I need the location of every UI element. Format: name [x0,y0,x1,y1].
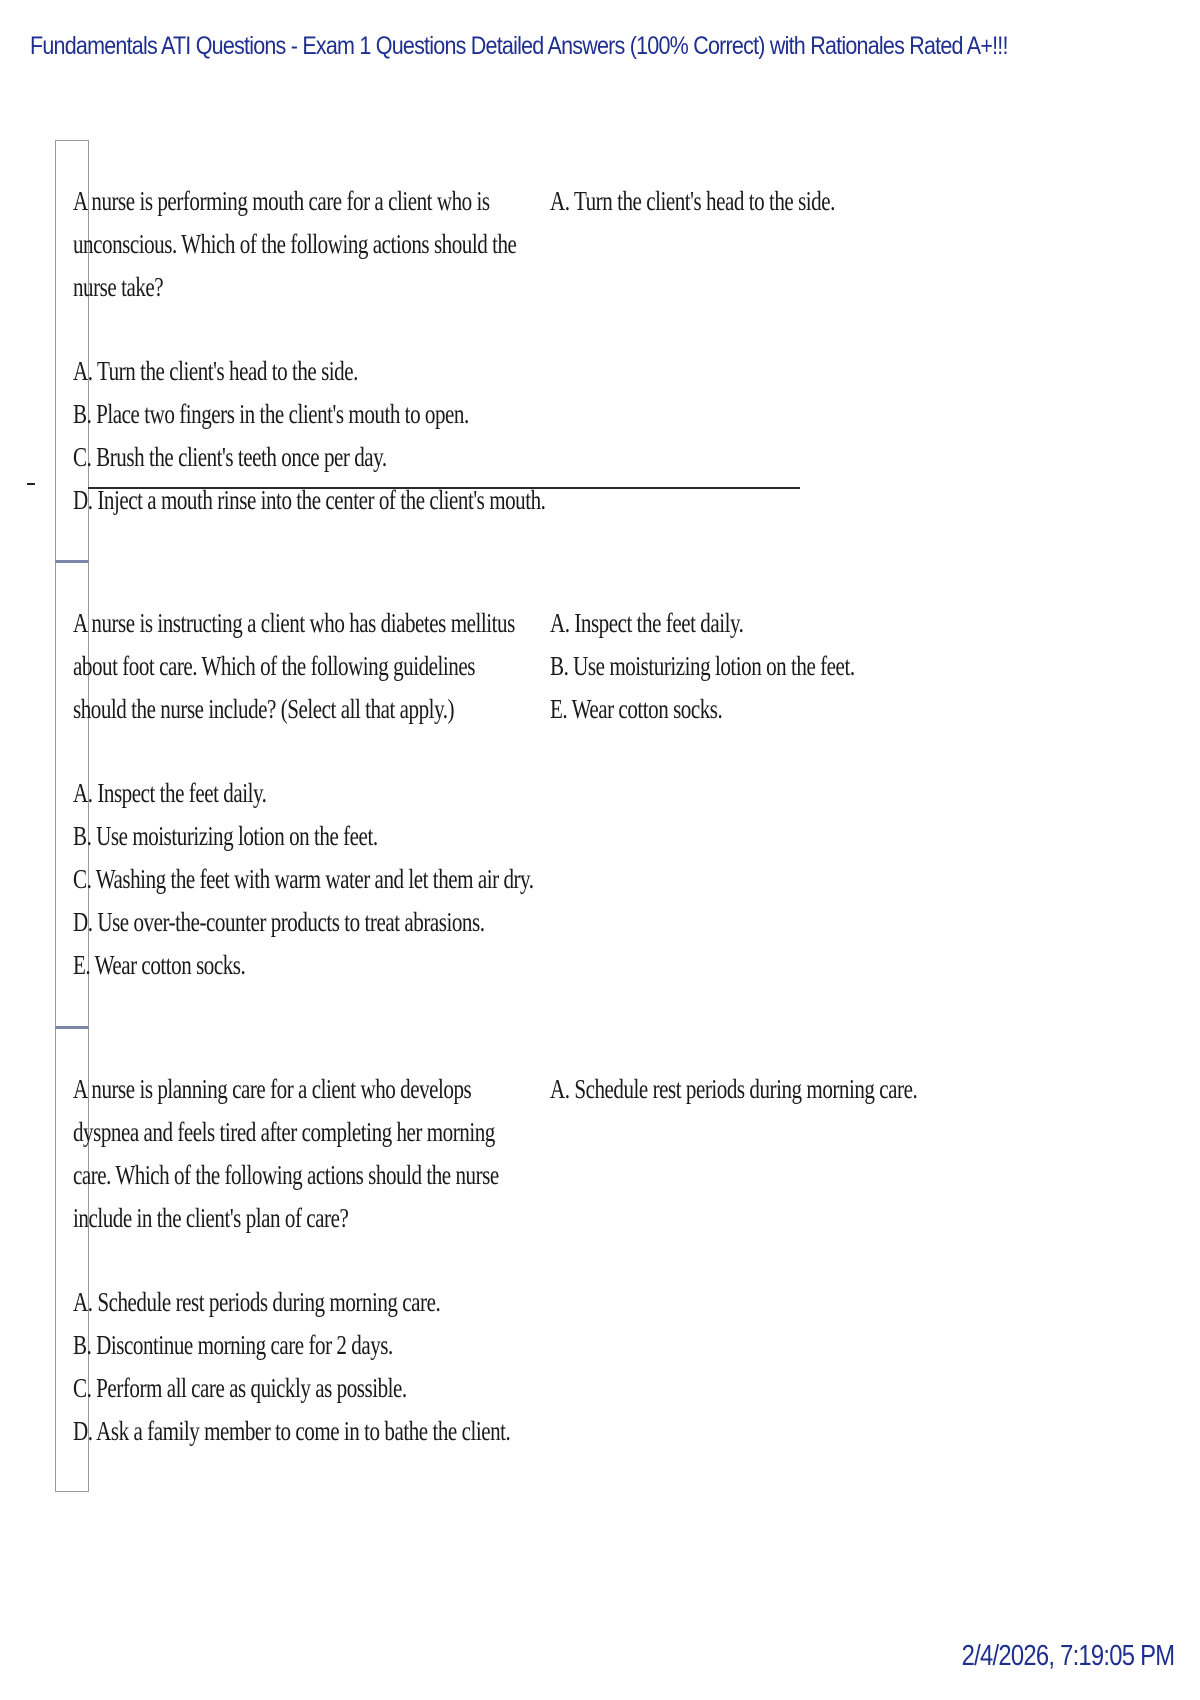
choice-item: A. Turn the client's head to the side. [73,356,358,386]
choice-item: A. Schedule rest periods during morning care. [73,1287,441,1317]
answer-list [550,602,855,731]
choice-item: C. Washing the feet with warm water and let them air dry. [73,864,534,894]
choice-item: D. Ask a family member to come in to bathe the client. [73,1416,511,1446]
answer-item: A. Inspect the feet daily. [550,608,744,638]
choice-item: A. Inspect the feet daily. [73,778,267,808]
document-title: Fundamentals ATI Questions - Exam 1 Questions Detailed Answers (100% Correct) with Rationales Rated A+!!! [30,32,1008,60]
choice-list [73,772,534,987]
choice-item: E. Wear cotton socks. [73,950,246,980]
frame-divider [55,1026,89,1029]
choice-list [73,1281,510,1453]
margin-mark [27,483,35,485]
choice-item: B. Place two fingers in the client's mouth to open. [73,399,469,429]
choice-item: D. Use over-the-counter products to treat abrasions. [73,907,485,937]
choice-item: C. Brush the client's teeth once per day. [73,442,387,472]
question-prompt: A nurse is performing mouth care for a client who is unconscious. Which of the following actions should the nurse take? [73,186,517,302]
choice-list [73,350,545,522]
choice-item: C. Perform all care as quickly as possible. [73,1373,407,1403]
choice-item: B. Use moisturizing lotion on the feet. [73,821,378,851]
frame-divider [55,560,89,563]
question-prompt: A nurse is instructing a client who has diabetes mellitus about foot care. Which of the following guidelines should the nurse include? (Select all that apply.) [73,608,515,724]
answer-list [550,180,835,223]
answer-list [550,1068,917,1111]
print-timestamp: 2/4/2026, 7:19:05 PM [961,1640,1174,1672]
choice-item: B. Discontinue morning care for 2 days. [73,1330,393,1360]
answer-item: A. Turn the client's head to the side. [550,186,835,216]
answer-item: A. Schedule rest periods during morning care. [550,1074,918,1104]
choice-item: D. Inject a mouth rinse into the center of the client's mouth. [73,485,546,515]
answer-item: B. Use moisturizing lotion on the feet. [550,651,855,681]
answer-item: E. Wear cotton socks. [550,694,723,724]
question-prompt: A nurse is planning care for a client who develops dyspnea and feels tired after completing her morning care. Which of the following actions should the nurse include in the client's plan of care? [73,1074,499,1233]
